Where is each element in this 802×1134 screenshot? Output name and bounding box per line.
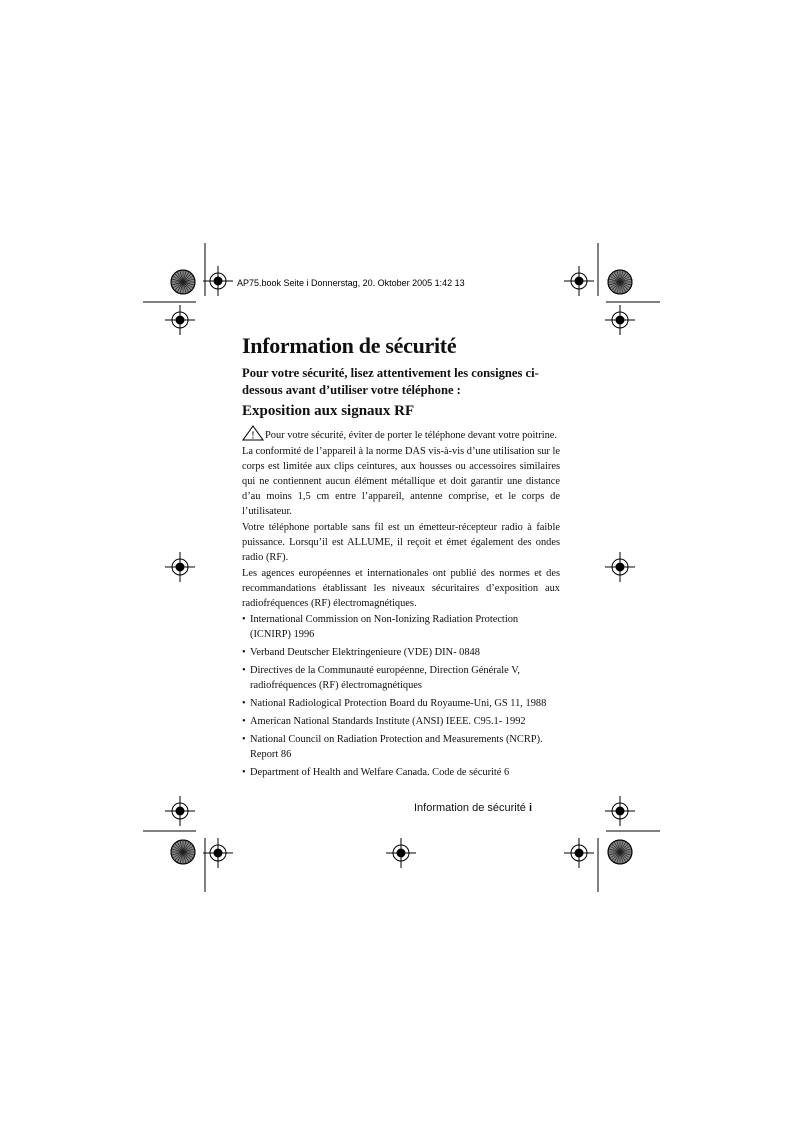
warning-triangle-icon — [242, 425, 264, 441]
registration-mark-icon — [165, 552, 195, 582]
registration-mark-icon — [605, 305, 635, 335]
list-item: • International Commission on Non-Ionizing Radiation Protection (ICNIRP) 1996 — [242, 614, 519, 640]
registration-mark-icon — [171, 840, 195, 864]
registration-mark-icon — [386, 838, 416, 868]
paragraph: La conformité de l’appareil à la norme DAS vis-à-vis d’une utilisation sur le corps est limitée aux clips ceintures, aux housses ou accessoires similaires qui ne contiennent aucun élément métallique et doit garantir une distance d’au moins 1,5 cm entre l’appareil, antenne comprise, et le corps de l’utilisateur. — [242, 446, 560, 517]
page-footer — [414, 802, 532, 814]
page-title: Information de sécurité — [242, 333, 457, 358]
registration-mark-icon — [203, 838, 233, 868]
list-item: • Department of Health and Welfare Canada. Code de sécurité 6 — [242, 767, 510, 778]
registration-mark-icon — [203, 266, 233, 296]
list-item: • American National Standards Institute (ANSI) IEEE. C95.1- 1992 — [242, 716, 526, 727]
registration-mark-icon — [564, 838, 594, 868]
list-item: • Verband Deutscher Elektringenieure (VDE) DIN- 0848 — [242, 647, 480, 658]
section-title: Exposition aux signaux RF — [242, 403, 415, 419]
list-item: • National Council on Radiation Protection and Measurements (NCRP). Report 86 — [242, 734, 543, 760]
intro-text: Pour votre sécurité, lisez attentivement les consignes ci-dessous avant d’utiliser votre téléphone : — [242, 366, 539, 397]
list-item: • National Radiological Protection Board du Royaume-Uni, GS 11, 1988 — [242, 698, 547, 709]
svg-text:!: ! — [251, 429, 255, 441]
standards-list — [242, 612, 560, 780]
footer-label: Information de sécurité — [414, 802, 526, 814]
registration-mark-icon — [165, 305, 195, 335]
registration-mark-icon — [608, 840, 632, 864]
section-body — [242, 425, 560, 783]
list-item: • Directives de la Communauté européenne, Direction Générale V, radiofréquences (RF) électromagnétiques — [242, 665, 520, 691]
page-number: i — [528, 802, 533, 814]
registration-mark-icon — [605, 552, 635, 582]
registration-mark-icon — [165, 796, 195, 826]
registration-mark-icon — [564, 266, 594, 296]
slug-line: AP75.book Seite i Donnerstag, 20. Oktober 2005 1:42 13 — [237, 278, 465, 288]
registration-mark-icon — [608, 270, 632, 294]
warning-paragraph — [242, 425, 560, 443]
paragraph: Votre téléphone portable sans fil est un émetteur-récepteur radio à faible puissance. Lorsqu’il est ALLUME, il reçoit et émet également des ondes radio (RF). — [242, 522, 560, 563]
registration-mark-icon — [605, 796, 635, 826]
warning-text: Pour votre sécurité, éviter de porter le téléphone devant votre poitrine. — [265, 430, 557, 441]
registration-mark-icon — [171, 270, 195, 294]
paragraph: Les agences européennes et internationales ont publié des normes et des recommandations établissant les niveaux sécuritaires d’exposition aux radiofréquences (RF) électromagnétiques. — [242, 568, 560, 609]
